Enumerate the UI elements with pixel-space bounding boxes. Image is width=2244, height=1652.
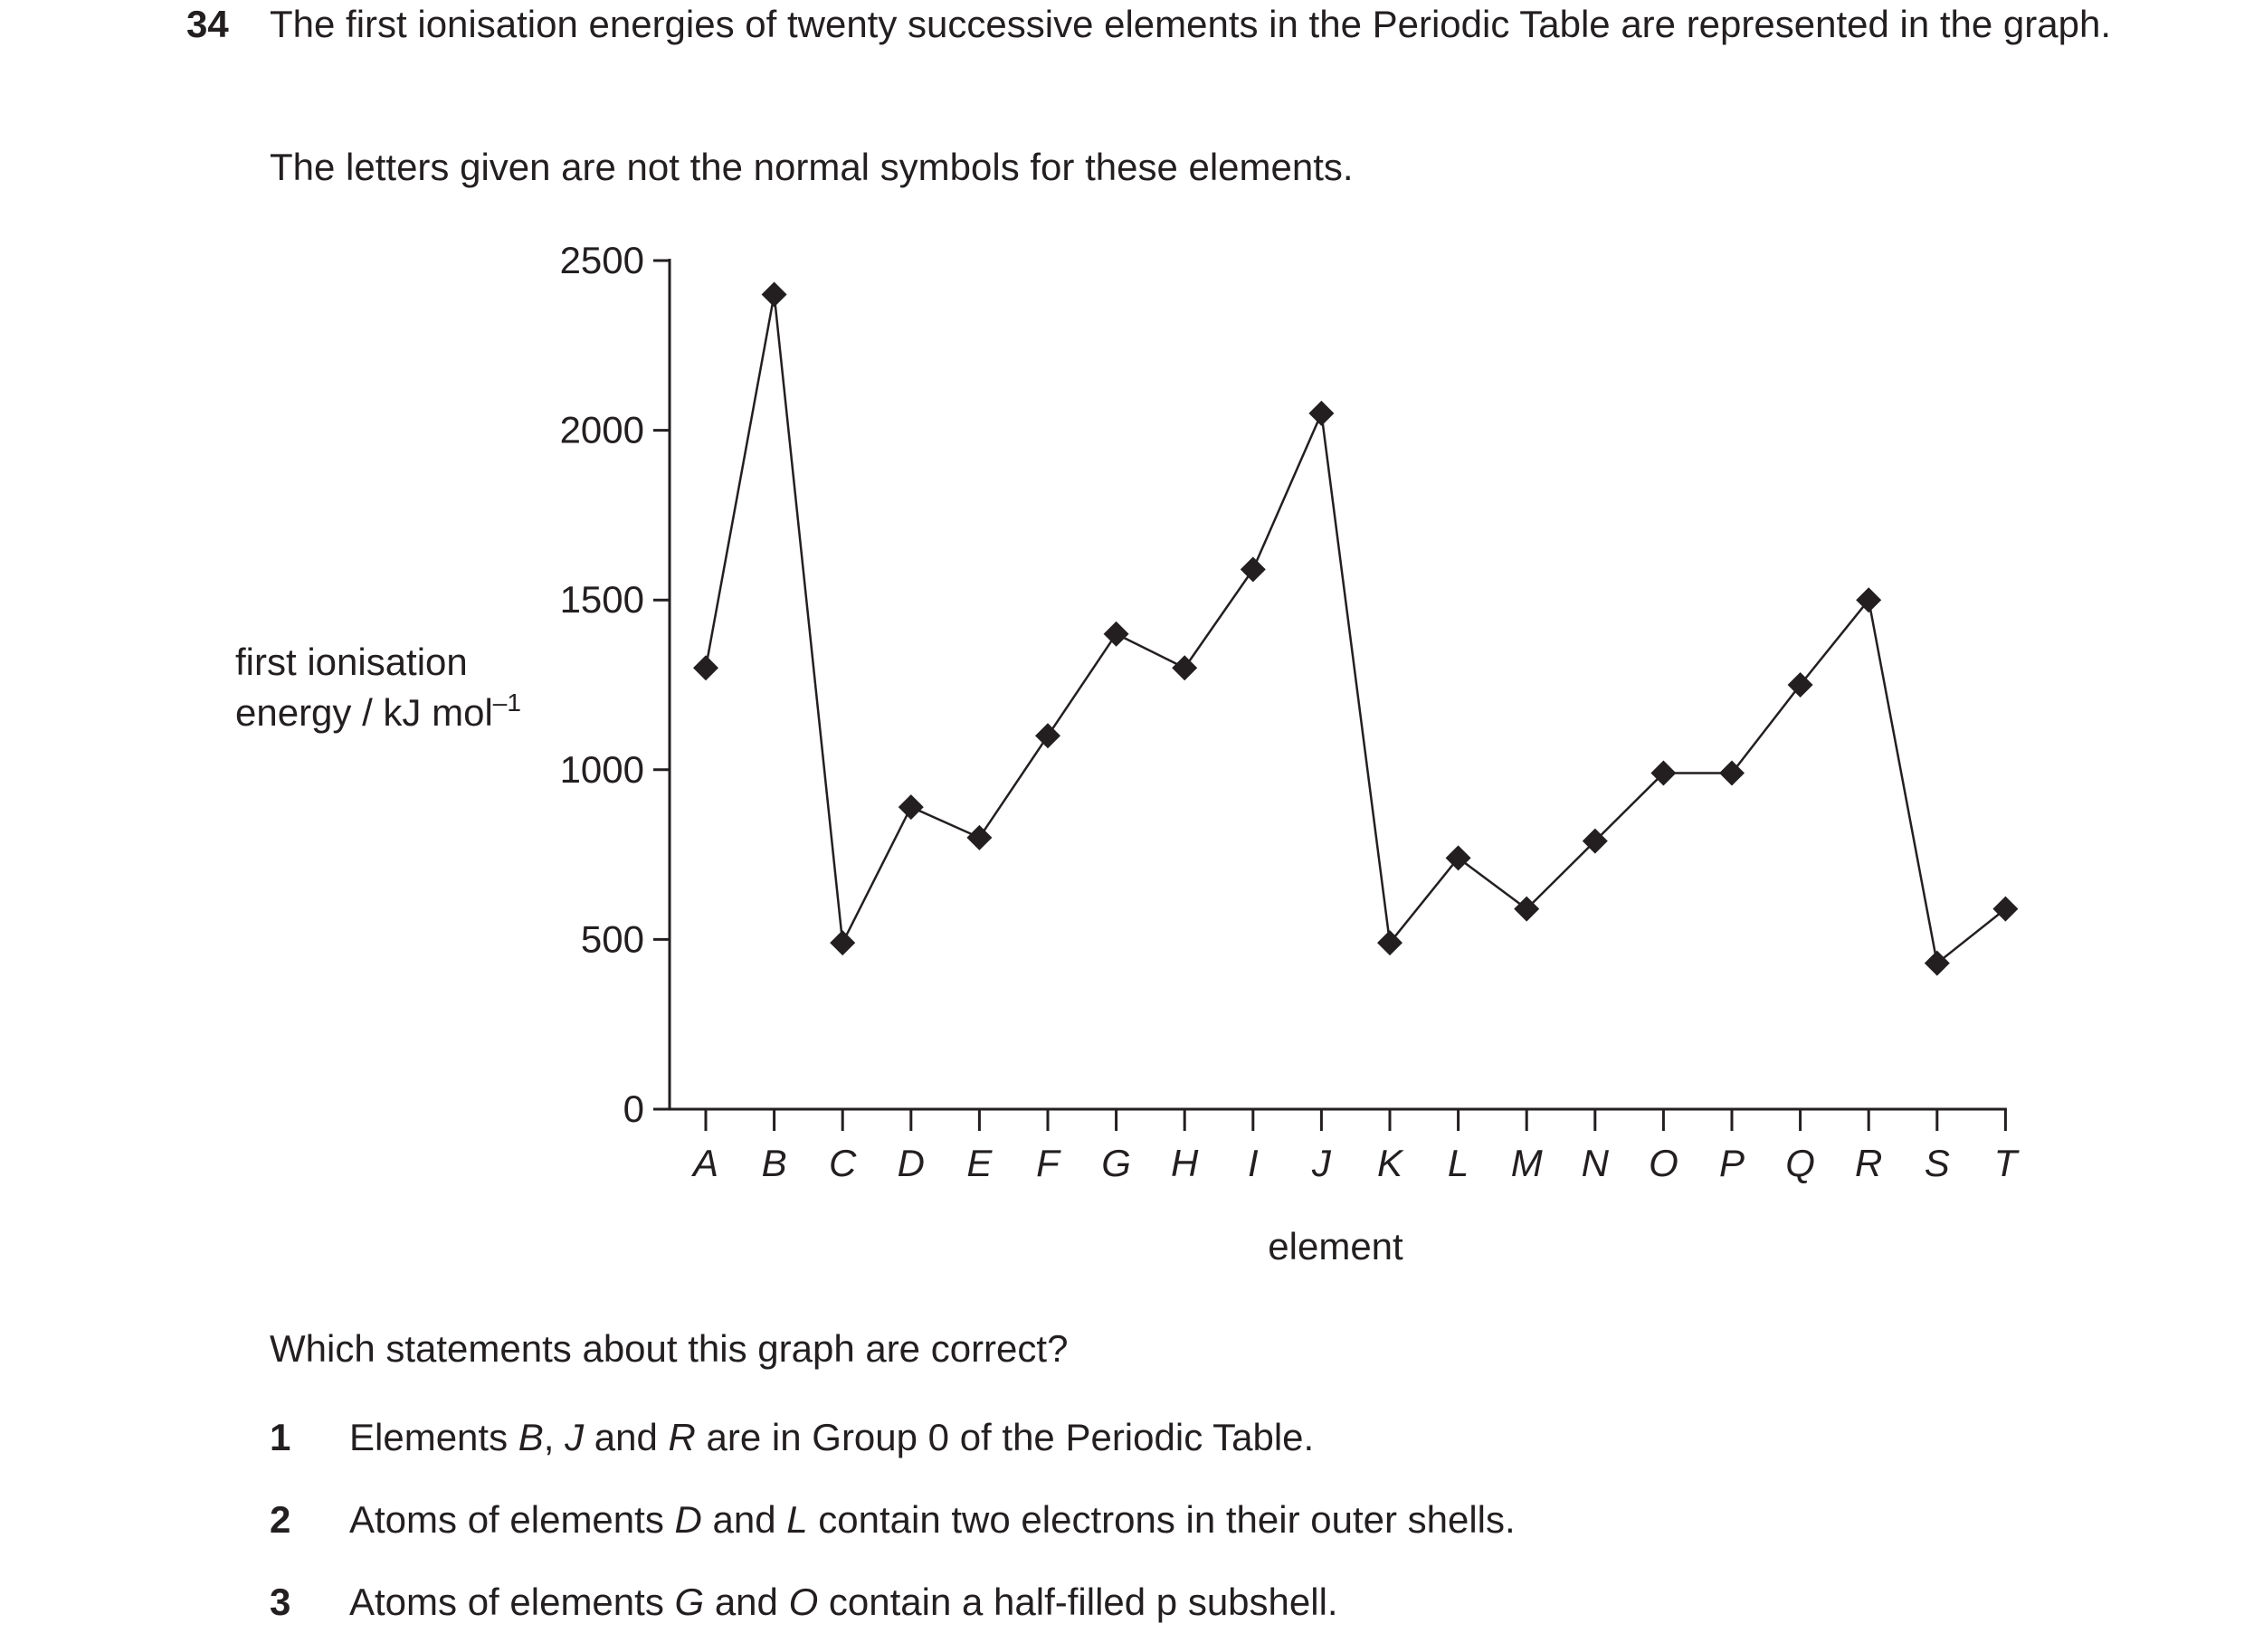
data-point-marker <box>830 930 855 955</box>
statement-2 <box>270 1495 1516 1544</box>
x-tick-label: L <box>1447 1142 1469 1184</box>
y-tick-label: 1000 <box>559 747 644 791</box>
element-letter: O <box>788 1581 819 1623</box>
x-tick-label: C <box>829 1142 857 1184</box>
x-tick-label: E <box>966 1142 993 1184</box>
statement-text: contain two electrons in their outer shells. <box>807 1498 1516 1541</box>
y-axis-label-unit: energy / kJ mol <box>235 691 493 734</box>
statement-number: 2 <box>270 1498 291 1541</box>
statement-text: and <box>701 1498 787 1541</box>
data-point-marker <box>1788 672 1813 698</box>
question-note: The letters given are not the normal symbols for these elements. <box>270 146 1354 188</box>
question-prompt: Which statements about this graph are correct? <box>270 1327 1069 1370</box>
data-point-marker <box>1992 897 2018 922</box>
series-line <box>706 295 2005 964</box>
statement-1 <box>270 1413 1314 1462</box>
x-tick-label: H <box>1171 1142 1199 1184</box>
data-point-marker <box>966 825 992 850</box>
statement-number: 3 <box>270 1581 291 1623</box>
data-point-marker <box>762 282 787 308</box>
data-point-marker <box>1446 845 1471 870</box>
statement-text: Atoms of elements <box>349 1498 675 1541</box>
data-point-marker <box>1925 951 1950 976</box>
element-letter: J <box>565 1416 585 1458</box>
statement-text: and <box>704 1581 789 1623</box>
data-point-marker <box>1035 723 1060 748</box>
statement-text: , <box>543 1416 566 1458</box>
x-tick-label: R <box>1855 1142 1883 1184</box>
y-axis-label-superscript: –1 <box>492 688 521 717</box>
data-point-marker <box>1104 622 1129 647</box>
statement-text: Elements <box>349 1416 518 1458</box>
y-axis-label-line1: first ionisation <box>235 641 468 683</box>
x-axis-label: element <box>1268 1225 1403 1267</box>
y-tick-label: 0 <box>623 1087 644 1130</box>
element-letter: L <box>786 1498 808 1541</box>
element-letter: B <box>518 1416 544 1458</box>
axis-labels <box>235 641 1403 1267</box>
data-series <box>693 282 2018 976</box>
x-tick-label: P <box>1718 1142 1745 1184</box>
data-point-marker <box>1719 761 1745 786</box>
x-tick-label: M <box>1510 1142 1543 1184</box>
x-tick-label: D <box>897 1142 925 1184</box>
statement-text: contain a half-filled p subshell. <box>818 1581 1338 1623</box>
question-number: 34 <box>186 3 229 45</box>
y-tick-label: 2000 <box>559 408 644 451</box>
statement-number: 1 <box>270 1416 291 1458</box>
x-tick-label: F <box>1036 1142 1060 1184</box>
x-tick-label: S <box>1924 1142 1950 1184</box>
statement-text: and <box>584 1416 669 1458</box>
element-letter: D <box>674 1498 702 1541</box>
x-tick-label: B <box>761 1142 787 1184</box>
y-axis-ticks <box>560 239 670 1130</box>
data-point-marker <box>1377 930 1402 955</box>
y-tick-label: 500 <box>580 917 644 961</box>
data-point-marker <box>1856 587 1881 612</box>
data-point-marker <box>1241 556 1266 582</box>
y-tick-label: 1500 <box>559 578 644 622</box>
element-letter: R <box>668 1416 696 1458</box>
element-letter: G <box>674 1581 705 1623</box>
data-point-marker <box>1308 401 1334 426</box>
statement-text: are in Group 0 of the Periodic Table. <box>695 1416 1315 1458</box>
statement-text: Atoms of elements <box>349 1581 675 1623</box>
x-tick-label: N <box>1581 1142 1609 1184</box>
x-tick-label: T <box>1993 1142 2018 1184</box>
x-tick-label: G <box>1101 1142 1131 1184</box>
x-tick-label: A <box>692 1142 719 1184</box>
question-stem: The first ionisation energies of twenty successive elements in the Periodic Table are represented in the graph. <box>270 3 2112 45</box>
x-tick-label: Q <box>1785 1142 1815 1184</box>
y-tick-label: 2500 <box>559 239 644 281</box>
data-point-marker <box>693 655 718 680</box>
x-tick-label: J <box>1311 1142 1331 1184</box>
x-tick-label: K <box>1376 1142 1403 1184</box>
data-point-marker <box>899 794 924 820</box>
x-tick-label: I <box>1247 1142 1259 1184</box>
x-tick-label: O <box>1649 1142 1678 1184</box>
data-point-marker <box>1172 655 1197 680</box>
y-axis-label-line2 <box>235 688 521 734</box>
statement-3 <box>270 1578 1338 1627</box>
x-axis-ticks <box>690 1109 2021 1184</box>
